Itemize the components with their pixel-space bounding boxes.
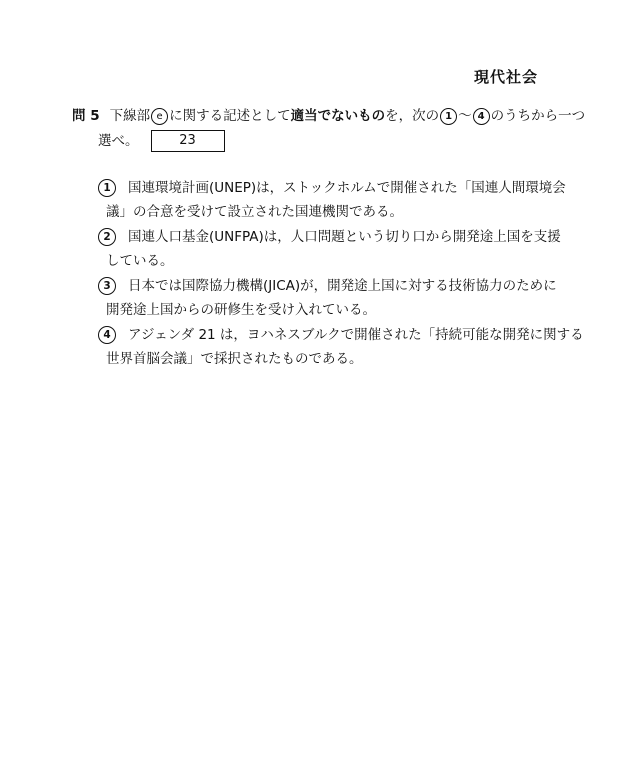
answer-box[interactable]: 23: [151, 130, 225, 152]
option-2[interactable]: [98, 225, 561, 273]
option-text-cont: 世界首脳会議」で採択されたものである。: [106, 351, 363, 367]
option-text: 国連環境計画(UNEP)は，ストックホルムで開催された「国連人間環境会: [128, 180, 566, 196]
range-end-marker: 4: [473, 108, 490, 125]
option-1[interactable]: [98, 176, 566, 224]
option-text: 国連人口基金(UNFPA)は，人口問題という切り口から開発途上国を支援: [128, 229, 561, 245]
options-list: [98, 176, 584, 372]
question-text-before: 下線部: [109, 108, 151, 124]
option-number: 3: [98, 277, 116, 295]
question-text-after: を，次の: [385, 108, 440, 124]
option-text-cont: 開発途上国からの研修生を受け入れている。: [106, 302, 376, 318]
question-emphasis: 適当でないもの: [290, 108, 386, 124]
question-line-1: [72, 104, 586, 129]
underline-marker: e: [151, 108, 168, 125]
question-label: 問 5: [72, 108, 100, 124]
question-line-2: [72, 129, 552, 154]
range-start-marker: 1: [440, 108, 457, 125]
option-number: 1: [98, 179, 116, 197]
question-instruction: 選べ。: [98, 133, 139, 149]
option-number: 4: [98, 326, 116, 344]
question-text-end: のうちから一つ: [490, 108, 586, 124]
option-4[interactable]: [98, 323, 584, 371]
option-text-cont: 議」の合意を受けて設立された国連機関である。: [106, 204, 403, 220]
option-number: 2: [98, 228, 116, 246]
question-block: [72, 104, 586, 154]
option-text: アジェンダ 21 は，ヨハネスブルクで開催された「持続可能な開発に関する: [128, 327, 584, 343]
option-text: 日本では国際協力機構(JICA)が，開発途上国に対する技術協力のために: [128, 278, 557, 294]
question-text-mid: に関する記述として: [169, 108, 291, 124]
option-3[interactable]: [98, 274, 558, 322]
range-separator: 〜: [458, 108, 472, 124]
subject-header: 現代社会: [473, 68, 538, 86]
option-text-cont: している。: [106, 253, 174, 269]
